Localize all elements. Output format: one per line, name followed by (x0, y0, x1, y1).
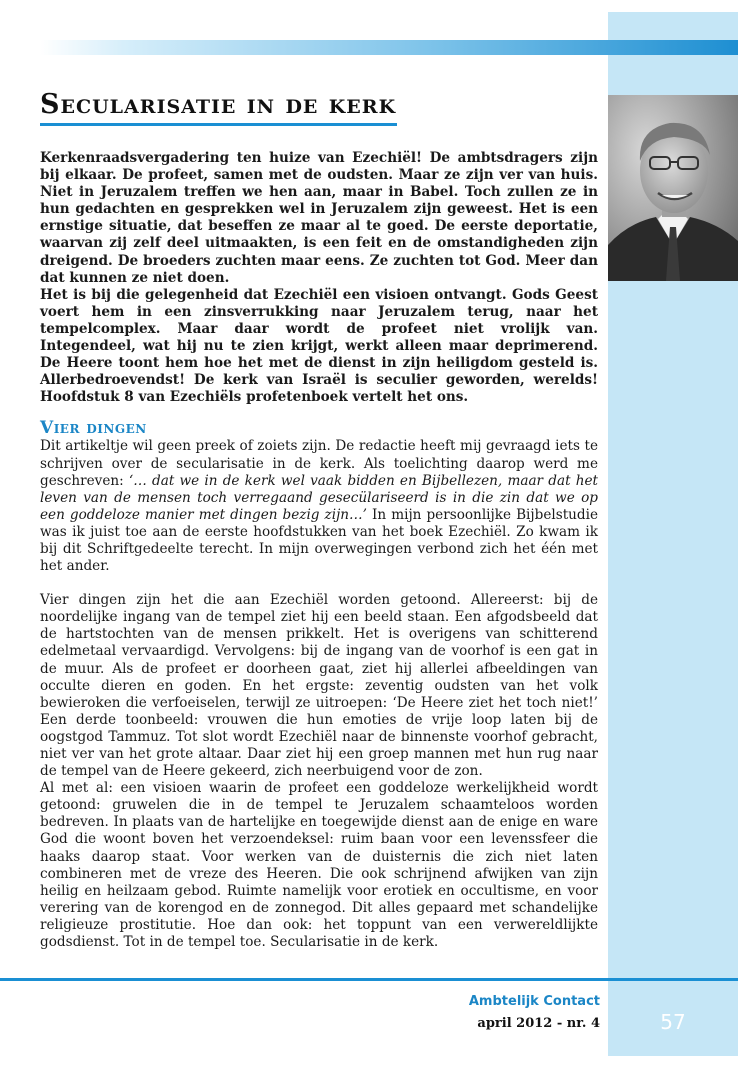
header-gradient-bar (40, 40, 738, 55)
author-portrait-image (608, 95, 738, 281)
body-paragraph: Al met al: een visioen waarin de profeet een goddeloze werkelijkheid wordt getoond: gruwelen die in de tempel te Jeruzalem schaamteloos worden bedreven. In plaats van de hartelijke en toegewijde dienst aan de enige en ware God die woont boven het verzoendeksel: ruim baan voor een levenssfeer die haaks daarop staat. Voor werken van de duisternis die zich niet laten combineren met de vreze des Heeren. Die ook schrijnend afwijken van zijn heilig en heilzaam gebod. Ruimte namelijk voor erotiek en occultisme, en voor verering van de korengod en de zonnegod. Dit alles gepaard met schandelijke religieuze prostitutie. Hoe dan ook: het toppunt van een verwereldlijkte godsdienst. Tot in de tempel toe. Secularisatie in de kerk. (40, 780, 598, 951)
page-number: 57 (660, 1010, 686, 1034)
intro-paragraph: Het is bij die gelegenheid dat Ezechiël een visioen ontvangt. Gods Geest voert hem in een zinsverrukking naar Jeruzalem terug, naar het tempelcomplex. Maar daar wordt de profeet niet vrolijk van. Integendeel, wat hij nu te zien krijgt, werkt alleen maar deprimerend. De Heere toont hem hoe het met de dienst in zijn heiligdom gesteld is. Allerbedroevendst! De kerk van Israël is seculier geworden, werelds! Hoofdstuk 8 van Ezechiëls profetenboek vertelt het ons. (40, 286, 598, 406)
author-photo (608, 95, 738, 281)
intro-paragraph: Kerkenraadsvergadering ten huize van Ezechiël! De ambtsdragers zijn bij elkaar. De profeet, samen met de oudsten. Maar ze zijn ver van huis. Niet in Jeruzalem treffen we hen aan, maar in Babel. Toch zullen ze in hun gedachten en gesprekken wel in Jeruzalem zijn geweest. Het is een ernstige situatie, dat beseffen ze maar al te goed. De eerste deportatie, waarvan zij zelf deel uitmaakten, is een feit en de omstandigheden zijn dreigend. De broeders zuchten maar eens. Ze zuchten tot God. Meer dan dat kunnen ze niet doen. (40, 150, 598, 286)
article-title: Secularisatie in de kerk (40, 89, 397, 120)
paragraph-text: Dit artikeltje wil geen preek of zoiets zijn. De redactie heeft mij gevraagd iets te schrijven over de secularisatie in de kerk. Als toelichting daarop werd me geschreven: (40, 438, 598, 489)
body-paragraph (40, 438, 598, 575)
paragraph-text: In mijn persoonlijke Bijbelstudie was ik juist toe aan de eerste hoofdstukken van het boek Ezechiël. Zo kwam ik bij dit Schriftgedeelte terecht. In mijn overwegingen verbond zich het één met het ander. (40, 506, 598, 575)
magazine-name: Ambtelijk Contact (468, 994, 600, 1009)
article-body (40, 150, 598, 951)
issue-info: april 2012 - nr. 4 (477, 1016, 600, 1031)
title-underline (40, 123, 397, 126)
section-heading: Vier dingen (40, 418, 147, 439)
footer-rule (0, 978, 738, 981)
body-paragraph: Vier dingen zijn het die aan Ezechiël worden getoond. Allereerst: bij de noordelijke ingang van de tempel ziet hij een beeld staan. Een afgodsbeeld dat de hartstochten van de mensen prikkelt. Het is overigens van schitterend edelmetaal vervaardigd. Vervolgens: bij de ingang van de voorhof is een gat in de muur. Als de profeet er doorheen gaat, ziet hij allerlei afbeeldingen van occulte dieren en goden. En het ergste: zeventig oudsten van het volk bewieroken die verfoeiselen, terwijl ze uitroepen: ‘De Heere ziet het toch niet!’ Een derde toonbeeld: vrouwen die hun emoties de vrije loop laten bij de oogstgod Tammuz. Tot slot wordt Ezechiël naar de binnenste voorhof gebracht, niet ver van het grote altaar. Daar ziet hij een groep mannen met hun rug naar de tempel van de Heere gekeerd, zich neerbuigend voor de zon. (40, 592, 598, 780)
paragraph-spacer (40, 575, 598, 592)
quoted-request: ‘… dat we in de kerk wel vaak bidden en Bijbellezen, maar dat het leven van de mensen toch verregaand gesecülariseerd is in die zin dat we op een goddeloze manier met dingen bezig zijn…’ (40, 472, 599, 523)
